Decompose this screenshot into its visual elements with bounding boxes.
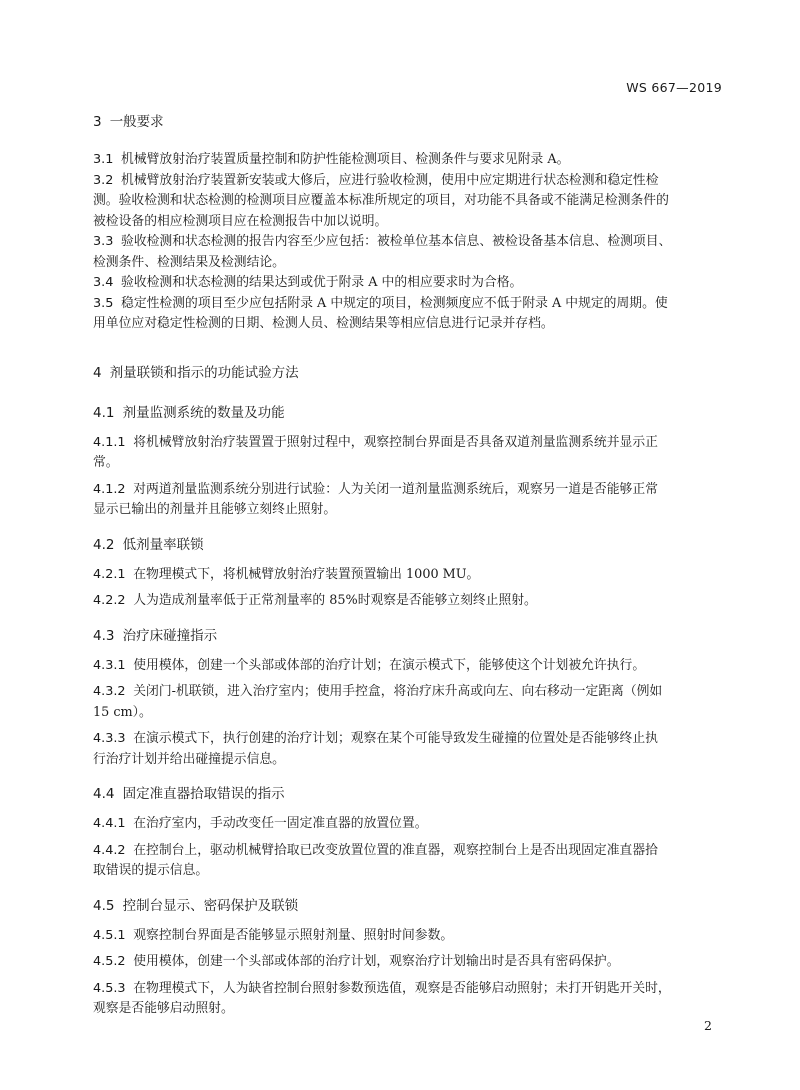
clause-text: 使用模体，创建一个头部或体部的治疗计划，观察治疗计划输出时是否具有密码保护。 [133,954,620,969]
subsection-number: 4.1 [93,404,115,421]
clause-4-4-1 [93,814,725,835]
subsection-number: 4.2 [93,536,115,553]
clause-number: 4.3.3 [93,731,126,746]
clause-number: 4.1.1 [93,434,126,450]
clause-number: 3.1 [93,152,114,167]
clause-text: 在演示模式下，执行创建的治疗计划；观察在某个可能导致发生碰撞的位置处是否能够终止执 行治疗计划并给出碰撞提示信息。 [93,731,658,767]
clause-3-2 [93,171,725,233]
clause-number: 3.4 [93,275,114,290]
clause-text: 观察控制台界面是否能够显示照射剂量、照射时间参数。 [133,927,454,943]
clause-number: 4.5.3 [93,980,126,996]
clause-number: 4.5.1 [93,927,126,943]
clause-text: 将机械臂放射治疗装置置于照射过程中，观察控制台界面是否具备双道剂量监测系统并显示正 常。 [93,434,658,470]
clause-text: 验收检测和状态检测的结果达到或优于附录 A 中的相应要求时为合格。 [121,275,523,290]
subsection-title: 控制台显示、密码保护及联锁 [122,897,299,914]
clause-4-3-1 [93,656,725,677]
clause-4-5-2 [93,952,725,973]
subsection-title: 低剂量率联锁 [122,536,204,553]
clause-text: 在治疗室内，手动改变任一固定准直器的放置位置。 [133,816,428,831]
subsection-title: 剂量监测系统的数量及功能 [122,404,285,421]
clause-3-5 [93,294,725,335]
clause-text: 在物理模式下，人为缺省控制台照射参数预选值，观察是否能够启动照射；未打开钥匙开关时， 观察是否能够启动照射。 [93,980,671,1016]
clause-text: 机械臂放射治疗装置新安装或大修后，应进行验收检测，使用中应定期进行状态检测和稳定性检 测。验收检测和状态检测的检测项目应覆盖本标准所规定的项目，对功能不具备或不能满足检测条件的 被检设备的相应检测项目应在检测报告中加以说明。 [93,172,669,229]
clause-4-1-1 [93,433,725,474]
clause-4-5-1 [93,926,725,947]
clause-3-1 [93,150,725,171]
subsection-title: 固定准直器拾取错误的指示 [122,786,285,802]
clause-text: 稳定性检测的项目至少应包括附录 A 中规定的项目，检测频度应不低于附录 A 中规定的周期。使 用单位应对稳定性检测的日期、检测人员、检测结果等相应信息进行记录并存档。 [93,295,668,331]
subsection-heading-4-3 [93,624,725,644]
clause-4-3-2 [93,682,725,723]
subsection-number: 4.3 [93,627,115,644]
clause-4-5-3 [93,979,725,1020]
clause-number: 4.3.2 [93,684,126,699]
page-number: 2 [704,1018,712,1033]
clause-4-1-2 [93,480,725,521]
subsection-number: 4.4 [93,786,115,802]
clause-number: 4.4.1 [93,816,126,831]
clause-number: 4.4.2 [93,842,126,858]
subsection-heading-4-2 [93,533,725,553]
clause-4-3-3 [93,729,725,770]
clause-number: 3.3 [93,234,114,249]
subsection-number: 4.5 [93,897,115,914]
section-number: 3 [93,114,102,130]
subsection-title: 治疗床碰撞指示 [122,627,218,644]
clause-text: 使用模体，创建一个头部或体部的治疗计划；在演示模式下，能够使这个计划被允许执行。 [133,657,646,673]
section-heading-4 [93,361,725,381]
clause-text: 关闭门-机联锁，进入治疗室内；使用手控盒，将治疗床升高或向左、向右移动一定距离（例如 15 cm）。 [93,684,663,720]
section-heading-3 [93,110,725,130]
document-body [93,110,725,1020]
clause-number: 4.2.2 [93,593,126,608]
subsection-heading-4-4 [93,782,725,802]
clause-text: 人为造成剂量率低于正常剂量率的 85%时观察是否能够立刻终止照射。 [133,593,537,608]
standard-code: WS 667—2019 [626,80,722,95]
clause-number: 4.2.1 [93,566,126,582]
clause-number: 4.5.2 [93,954,126,969]
clause-text: 验收检测和状态检测的报告内容至少应包括：被检单位基本信息、被检设备基本信息、检测项目、 检测条件、检测结果及检测结论。 [93,234,672,270]
clause-text: 在物理模式下，将机械臂放射治疗装置预置输出 1000 MU。 [133,566,480,582]
clause-3-4 [93,273,725,294]
clause-text: 在控制台上，驱动机械臂拾取已改变放置位置的准直器，观察控制台上是否出现固定准直器拾 取错误的提示信息。 [93,842,658,878]
subsection-heading-4-1 [93,401,725,421]
clause-4-2-1 [93,565,725,586]
clause-4-4-2 [93,841,725,882]
section-number: 4 [93,364,102,381]
clause-number: 3.2 [93,172,114,188]
clause-number: 4.3.1 [93,657,126,673]
clause-number: 3.5 [93,295,114,311]
subsection-heading-4-5 [93,894,725,914]
clause-text: 机械臂放射治疗装置质量控制和防护性能检测项目、检测条件与要求见附录 A。 [121,152,570,167]
section-title: 一般要求 [109,114,164,130]
clause-3-3 [93,232,725,273]
clause-number: 4.1.2 [93,481,126,497]
clause-text: 对两道剂量监测系统分别进行试验：人为关闭一道剂量监测系统后，观察另一道是否能够正常 显示已输出的剂量并且能够立刻终止照射。 [93,481,658,517]
section-title: 剂量联锁和指示的功能试验方法 [109,364,299,381]
clause-4-2-2 [93,591,725,612]
